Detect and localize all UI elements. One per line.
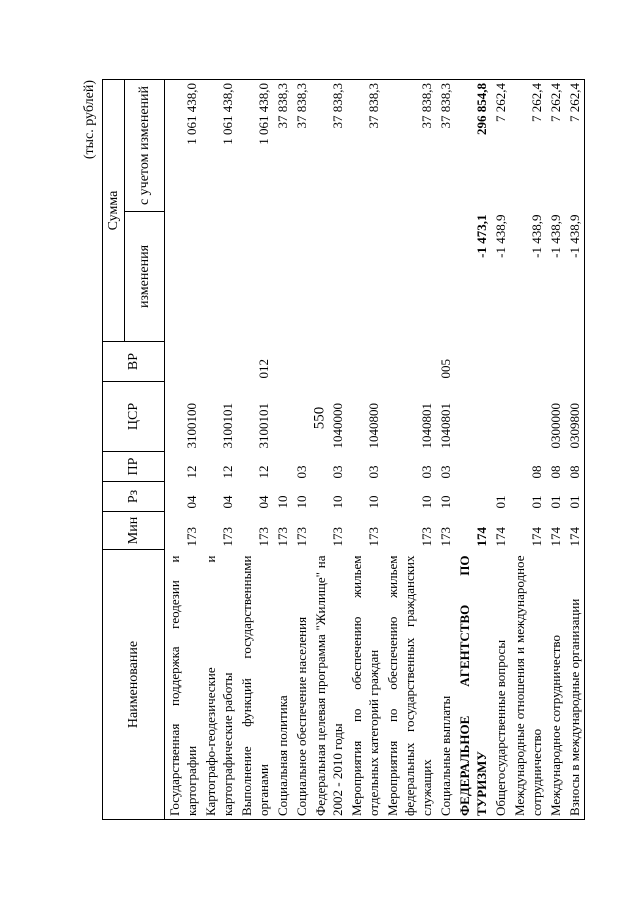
table-header <box>103 80 165 820</box>
row-min: 173 <box>366 527 381 547</box>
row-vr <box>273 342 292 382</box>
row-min: 173 <box>330 527 345 547</box>
row-total: 1 061 438,0 <box>184 83 199 145</box>
row-csr: 3100100 <box>184 403 199 449</box>
table-row <box>455 80 491 820</box>
row-change: -1 438,9 <box>548 214 563 258</box>
row-min: 173 <box>275 527 290 547</box>
row-change <box>237 212 273 342</box>
header-sum: Сумма <box>103 80 125 342</box>
row-name: Общегосударственные вопросы <box>493 639 508 816</box>
table-row <box>165 80 202 820</box>
row-name: Картографо-геодезические и картографические работы <box>203 555 235 816</box>
row-rz: 04 <box>184 495 199 509</box>
header-with-changes: с учетом изменений <box>125 80 165 212</box>
table-row <box>383 80 436 820</box>
row-name: ФЕДЕРАЛЬНОЕ АГЕНТСТВО ПО ТУРИЗМУ <box>457 555 489 816</box>
row-min: 173 <box>438 527 453 547</box>
row-min: 174 <box>567 527 582 547</box>
row-vr <box>201 342 237 382</box>
row-csr: 1040000 <box>330 403 345 449</box>
row-rz: 10 <box>275 495 290 509</box>
row-csr <box>510 382 546 452</box>
row-rz: 10 <box>438 495 453 509</box>
header-pr: ПР <box>103 452 165 482</box>
table-row <box>546 80 565 820</box>
row-pr: 12 <box>184 465 199 479</box>
row-total: 37 838,3 <box>419 83 434 129</box>
header-csr: ЦСР <box>103 382 165 452</box>
units-label: (тыс. рублей) <box>82 80 97 160</box>
row-name: Мероприятия по обеспечению жильем федеральных государственных гражданских служащих <box>385 555 434 816</box>
row-vr <box>565 342 585 382</box>
row-change <box>347 212 383 342</box>
row-change <box>165 212 202 342</box>
row-csr <box>491 382 510 452</box>
row-vr <box>347 342 383 382</box>
row-rz: 04 <box>256 495 271 509</box>
row-pr: 03 <box>366 465 381 479</box>
table-row <box>491 80 510 820</box>
row-vr <box>455 342 491 382</box>
row-csr: 0300000 <box>548 403 563 449</box>
row-min: 173 <box>294 527 309 547</box>
row-rz: 10 <box>419 495 434 509</box>
row-rz: 10 <box>366 495 381 509</box>
row-pr: 12 <box>256 465 271 479</box>
row-pr: 08 <box>548 465 563 479</box>
row-rz: 10 <box>330 495 345 509</box>
row-total: 296 854,8 <box>474 83 489 135</box>
row-name: Мероприятия по обеспечению жильем отдельных категорий граждан <box>349 555 381 816</box>
row-vr: 005 <box>438 359 453 379</box>
row-change: -1 438,9 <box>529 214 544 258</box>
row-total: 1 061 438,0 <box>220 83 235 145</box>
row-csr <box>292 382 311 452</box>
row-csr <box>455 382 491 452</box>
row-name: Международные отношения и международное сотрудничество <box>512 555 544 816</box>
row-vr <box>311 342 347 382</box>
row-rz: 01 <box>548 495 563 509</box>
row-name: Социальная политика <box>275 695 290 816</box>
row-total: 37 838,3 <box>438 83 453 129</box>
table-row <box>347 80 383 820</box>
row-pr <box>273 452 292 482</box>
row-min: 173 <box>419 527 434 547</box>
row-total: 37 838,3 <box>275 83 290 129</box>
row-pr: 03 <box>438 465 453 479</box>
row-total: 7 262,4 <box>529 83 544 122</box>
header-name: Наименование <box>103 550 165 820</box>
row-vr <box>292 342 311 382</box>
row-change <box>201 212 237 342</box>
row-change <box>292 212 311 342</box>
row-pr: 08 <box>567 465 582 479</box>
row-csr <box>273 382 292 452</box>
row-change <box>311 212 347 342</box>
row-name: Международное сотрудничество <box>548 635 563 816</box>
row-name: Социальное обеспечение населения <box>294 616 309 816</box>
budget-table <box>102 79 585 820</box>
row-name: Социальные выплаты <box>438 695 453 816</box>
row-csr: 0309800 <box>567 403 582 449</box>
page-number: 550 <box>311 406 328 430</box>
row-vr <box>383 342 436 382</box>
header-min: Мин <box>103 512 165 550</box>
row-rz: 10 <box>294 495 309 509</box>
row-min: 174 <box>474 527 489 547</box>
rotated-budget-table-sheet <box>80 80 582 820</box>
row-min: 174 <box>493 527 508 547</box>
row-rz: 01 <box>493 495 508 509</box>
header-rz: Рз <box>103 482 165 512</box>
row-csr: 1040800 <box>366 403 381 449</box>
row-change: -1 438,9 <box>493 214 508 258</box>
row-vr <box>165 342 202 382</box>
row-total: 37 838,3 <box>330 83 345 129</box>
row-pr: 12 <box>220 465 235 479</box>
row-csr: 3100101 <box>220 403 235 449</box>
table-row <box>436 80 455 820</box>
row-total: 7 262,4 <box>567 83 582 122</box>
row-vr <box>510 342 546 382</box>
row-name: Федеральная целевая программа "Жилище" на 2002 - 2010 годы <box>313 555 345 816</box>
header-changes: изменения <box>125 212 165 342</box>
row-total: 1 061 438,0 <box>256 83 271 145</box>
row-change: -1 438,9 <box>567 214 582 258</box>
row-total: 37 838,3 <box>366 83 381 129</box>
row-csr: 1040801 <box>438 403 453 449</box>
row-min: 174 <box>529 527 544 547</box>
row-pr: 08 <box>529 465 544 479</box>
row-name: Государственная поддержка геодезии и картографии <box>167 555 199 816</box>
row-pr: 03 <box>294 465 309 479</box>
row-min: 173 <box>220 527 235 547</box>
row-total: 7 262,4 <box>548 83 563 122</box>
row-rz: 01 <box>567 495 582 509</box>
table-row <box>510 80 546 820</box>
row-min: 173 <box>256 527 271 547</box>
row-total: 37 838,3 <box>294 83 309 129</box>
row-total: 7 262,4 <box>493 83 508 122</box>
row-pr <box>455 452 491 482</box>
row-name: Взносы в международные организации <box>567 598 582 816</box>
table-row <box>273 80 292 820</box>
row-rz <box>455 482 491 512</box>
header-vr: ВР <box>103 342 165 382</box>
table-body <box>165 80 585 820</box>
table-row <box>237 80 273 820</box>
row-change <box>383 212 436 342</box>
row-csr: 3100101 <box>256 403 271 449</box>
row-pr: 03 <box>330 465 345 479</box>
row-change: -1 473,1 <box>474 214 489 258</box>
row-vr: 012 <box>256 359 271 379</box>
row-pr: 03 <box>419 465 434 479</box>
row-name: Выполнение функций государственными органами <box>239 555 271 816</box>
row-csr: 1040801 <box>419 403 434 449</box>
table-row <box>311 80 347 820</box>
table-row <box>201 80 237 820</box>
row-vr <box>546 342 565 382</box>
row-change <box>273 212 292 342</box>
row-pr <box>491 452 510 482</box>
table-row <box>292 80 311 820</box>
row-min: 174 <box>548 527 563 547</box>
row-vr <box>491 342 510 382</box>
row-rz: 04 <box>220 495 235 509</box>
row-change <box>436 212 455 342</box>
row-min: 173 <box>184 527 199 547</box>
row-rz: 01 <box>529 495 544 509</box>
table-row <box>565 80 585 820</box>
